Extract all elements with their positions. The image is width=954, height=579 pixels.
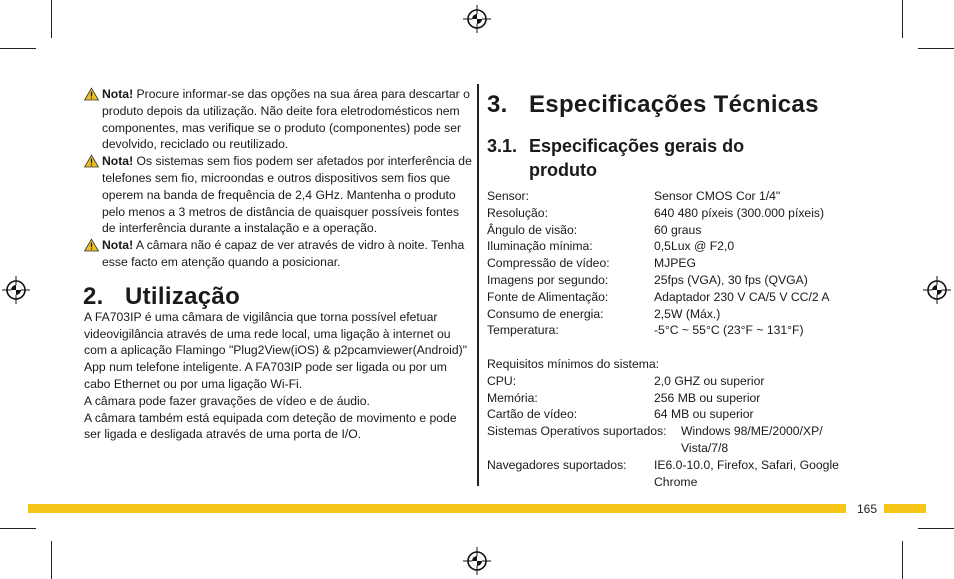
spec-key: Imagens por segundo: bbox=[487, 272, 609, 287]
spec-value: Adaptador 230 V CA/5 V CC/2 A bbox=[654, 289, 830, 304]
column-divider bbox=[477, 84, 479, 486]
spec-key: Iluminação mínima: bbox=[487, 239, 593, 254]
specs-title: Especificações Técnicas bbox=[529, 91, 819, 118]
note-label: Nota! bbox=[102, 238, 134, 253]
spec-row bbox=[487, 255, 867, 272]
req-row bbox=[487, 390, 867, 407]
registration-mark-icon bbox=[462, 4, 492, 34]
usage-body bbox=[84, 309, 474, 443]
warning-icon bbox=[84, 154, 99, 168]
req-row bbox=[487, 406, 867, 423]
note-label: Nota! bbox=[102, 154, 134, 169]
req-key: Sistemas Operativos suportados: bbox=[487, 424, 667, 439]
warning-icon bbox=[84, 238, 99, 252]
req-value: 2,0 GHZ ou superior bbox=[654, 373, 765, 388]
req-key: Memória: bbox=[487, 390, 538, 405]
req-value: 256 MB ou superior bbox=[654, 390, 761, 405]
note-text: A câmara não é capaz de ver através de vidro à noite. Tenha esse facto em atenção quando a posicionar. bbox=[102, 238, 465, 269]
crop-mark bbox=[0, 528, 36, 529]
crop-mark bbox=[902, 541, 903, 579]
req-row bbox=[487, 373, 867, 390]
crop-mark bbox=[902, 0, 903, 38]
note-wireless bbox=[84, 153, 474, 237]
registration-mark-icon bbox=[922, 275, 952, 305]
spec-key: Fonte de Alimentação: bbox=[487, 289, 609, 304]
spec-key: Sensor: bbox=[487, 189, 530, 203]
note-text: Procure informar-se das opções na sua área para descartar o produto depois da utilização. Não deite fora eletrodomésticos nem componentes, mas verifique se o produto (componentes) pode ser devolvido, reciclado ou reutilizado. bbox=[102, 87, 470, 152]
warning-icon bbox=[84, 87, 99, 101]
general-specs-heading bbox=[487, 134, 769, 182]
spec-row bbox=[487, 238, 867, 255]
spec-key: Resolução: bbox=[487, 205, 548, 220]
usage-title: Utilização bbox=[125, 282, 241, 310]
spec-key: Ângulo de visão: bbox=[487, 222, 578, 237]
crop-mark bbox=[51, 0, 52, 38]
crop-mark bbox=[918, 48, 954, 49]
registration-mark-icon bbox=[462, 546, 492, 576]
crop-mark bbox=[51, 541, 52, 579]
spec-row bbox=[487, 306, 867, 323]
spec-row bbox=[487, 322, 867, 339]
spec-key: Compressão de vídeo: bbox=[487, 256, 610, 271]
usage-paragraph: A câmara também está equipada com deteção de movimento e pode ser ligada e desligada através de uma porta de I/O. bbox=[84, 410, 457, 442]
spec-value: 25fps (VGA), 30 fps (QVGA) bbox=[654, 272, 808, 287]
right-column bbox=[487, 88, 867, 490]
footer-accent-bar bbox=[884, 504, 926, 513]
req-key: Cartão de vídeo: bbox=[487, 407, 578, 422]
spec-value: 2,5W (Máx.) bbox=[654, 306, 721, 321]
spec-row bbox=[487, 205, 867, 222]
footer-accent-bar bbox=[28, 504, 846, 513]
usage-paragraph: A câmara pode fazer gravações de vídeo e de áudio. bbox=[84, 393, 370, 408]
general-specs-title: Especificações gerais do produto bbox=[529, 136, 745, 180]
note-glass bbox=[84, 237, 474, 271]
spec-value: Sensor CMOS Cor 1/4" bbox=[654, 189, 781, 203]
spec-key: Consumo de energia: bbox=[487, 306, 604, 321]
spec-row bbox=[487, 188, 867, 205]
spec-value: -5°C ~ 55°C (23°F ~ 131°F) bbox=[654, 323, 804, 338]
note-label: Nota! bbox=[102, 87, 134, 101]
req-key: CPU: bbox=[487, 373, 517, 388]
req-value: 64 MB ou superior bbox=[654, 407, 754, 422]
spec-value: MJPEG bbox=[654, 256, 696, 271]
spacer bbox=[487, 339, 867, 356]
left-column bbox=[84, 86, 474, 443]
requirements-title: Requisitos mínimos do sistema: bbox=[487, 356, 660, 371]
spec-row bbox=[487, 272, 867, 289]
spec-key: Temperatura: bbox=[487, 323, 559, 338]
spec-value: 640 480 píxeis (300.000 píxeis) bbox=[654, 205, 825, 220]
crop-mark bbox=[0, 48, 36, 49]
spec-value: 0,5Lux @ F2,0 bbox=[654, 239, 735, 254]
specs-number: 3. bbox=[487, 91, 508, 118]
crop-mark bbox=[918, 528, 954, 529]
general-specs-number: 3.1. bbox=[487, 136, 518, 156]
usage-heading bbox=[83, 282, 474, 310]
spec-row bbox=[487, 222, 867, 239]
req-key: Navegadores suportados: bbox=[487, 457, 627, 472]
req-row-os bbox=[487, 423, 867, 457]
req-value: IE6.0-10.0, Firefox, Safari, Google Chrome bbox=[654, 457, 839, 489]
note-text: Os sistemas sem fios podem ser afetados por interferência de telefones sem fio, microondas e outros dispositivos sem fios que operem na banda de frequência de 2,4 GHz. Mantenha o produto pelo menos a 3 metros de distância de quaisquer possíveis fontes de interferência durante a instalação e a operação. bbox=[102, 154, 472, 236]
spec-row bbox=[487, 289, 867, 306]
specs-heading bbox=[487, 88, 867, 122]
req-value: Windows 98/ME/2000/XP/ Vista/7/8 bbox=[681, 424, 823, 455]
specs-table bbox=[487, 188, 867, 490]
registration-mark-icon bbox=[1, 275, 31, 305]
usage-paragraph: A FA703IP é uma câmara de vigilância que torna possível efetuar videovigilância através de uma rede local, uma ligação à internet ou com a aplicação Flamingo "Plug2View(iOS) & p2pcamviewer(Android)" App num telefone inteligente. A FA703IP pode ser ligada ou por um cabo Ethernet ou por uma ligação Wi-Fi. bbox=[84, 309, 468, 391]
page-number: 165 bbox=[856, 502, 878, 516]
usage-number: 2. bbox=[83, 282, 104, 310]
note-disposal bbox=[84, 86, 474, 153]
spec-value: 60 graus bbox=[654, 222, 702, 237]
req-row-browser bbox=[487, 457, 867, 491]
